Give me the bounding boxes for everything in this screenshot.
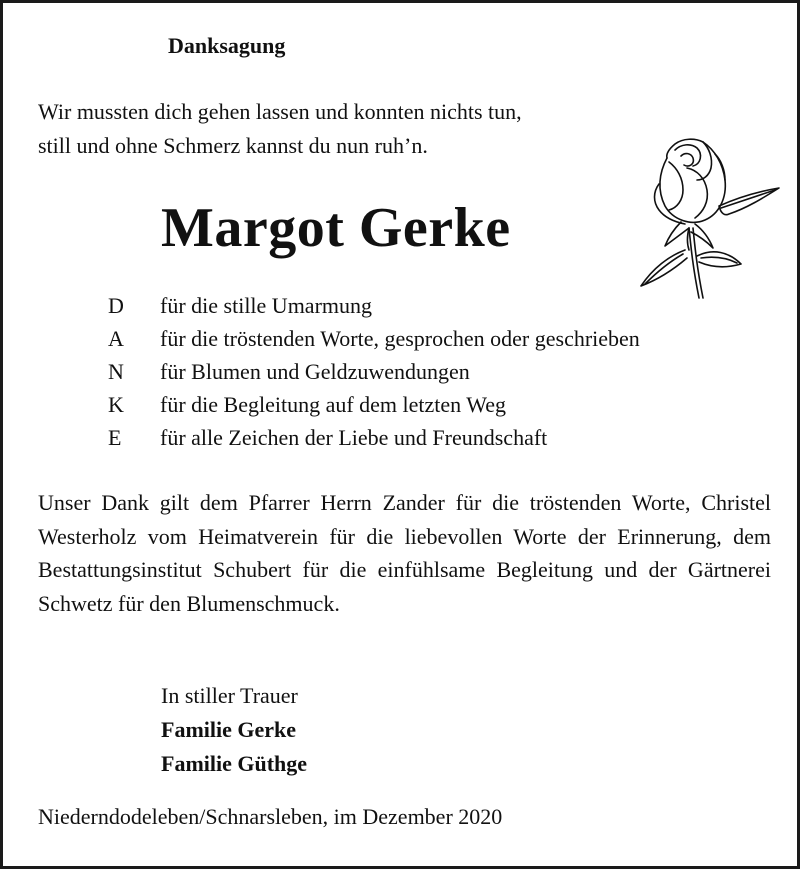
danke-letter: K	[108, 392, 124, 417]
family-name: Familie Güthge	[161, 751, 308, 776]
danke-text: für die stille Umarmung	[160, 293, 373, 318]
danke-letter: D	[108, 293, 124, 318]
notice-heading: Danksagung	[168, 33, 286, 58]
thanks-paragraph: Unser Dank gilt dem Pfarrer Herrn Zander für die tröstenden Worte, Christel Westerholz vom Heimatverein für die liebevollen Worte der Erinnerung, dem Bestattungsinstitut Schubert für die einfühlsame Begleitung und der Gärtnerei Schwetz für den Blumenschmuck.	[38, 490, 771, 616]
poem-line: Wir mussten dich gehen lassen und konnten nichts tun,	[38, 99, 522, 124]
place-date: Niederndodeleben/Schnarsleben, im Dezember 2020	[38, 804, 503, 829]
poem-line: still und ohne Schmerz kannst du nun ruh’n.	[38, 133, 428, 158]
danke-letter: N	[108, 359, 124, 384]
danke-letter: E	[108, 425, 122, 450]
signature-intro: In stiller Trauer	[161, 683, 298, 708]
danke-text: für die tröstenden Worte, gesprochen oder geschrieben	[160, 326, 640, 351]
danke-text: für die Begleitung auf dem letzten Weg	[160, 392, 507, 417]
danke-letter: A	[108, 326, 124, 351]
danke-text: für Blumen und Geldzuwendungen	[160, 359, 470, 384]
danke-text: für alle Zeichen der Liebe und Freundschaft	[160, 425, 548, 450]
poem	[38, 95, 522, 163]
deceased-name: Margot Gerke	[161, 197, 511, 259]
rose-icon	[629, 128, 789, 308]
family-name: Familie Gerke	[161, 717, 297, 742]
signature-block	[161, 679, 307, 781]
